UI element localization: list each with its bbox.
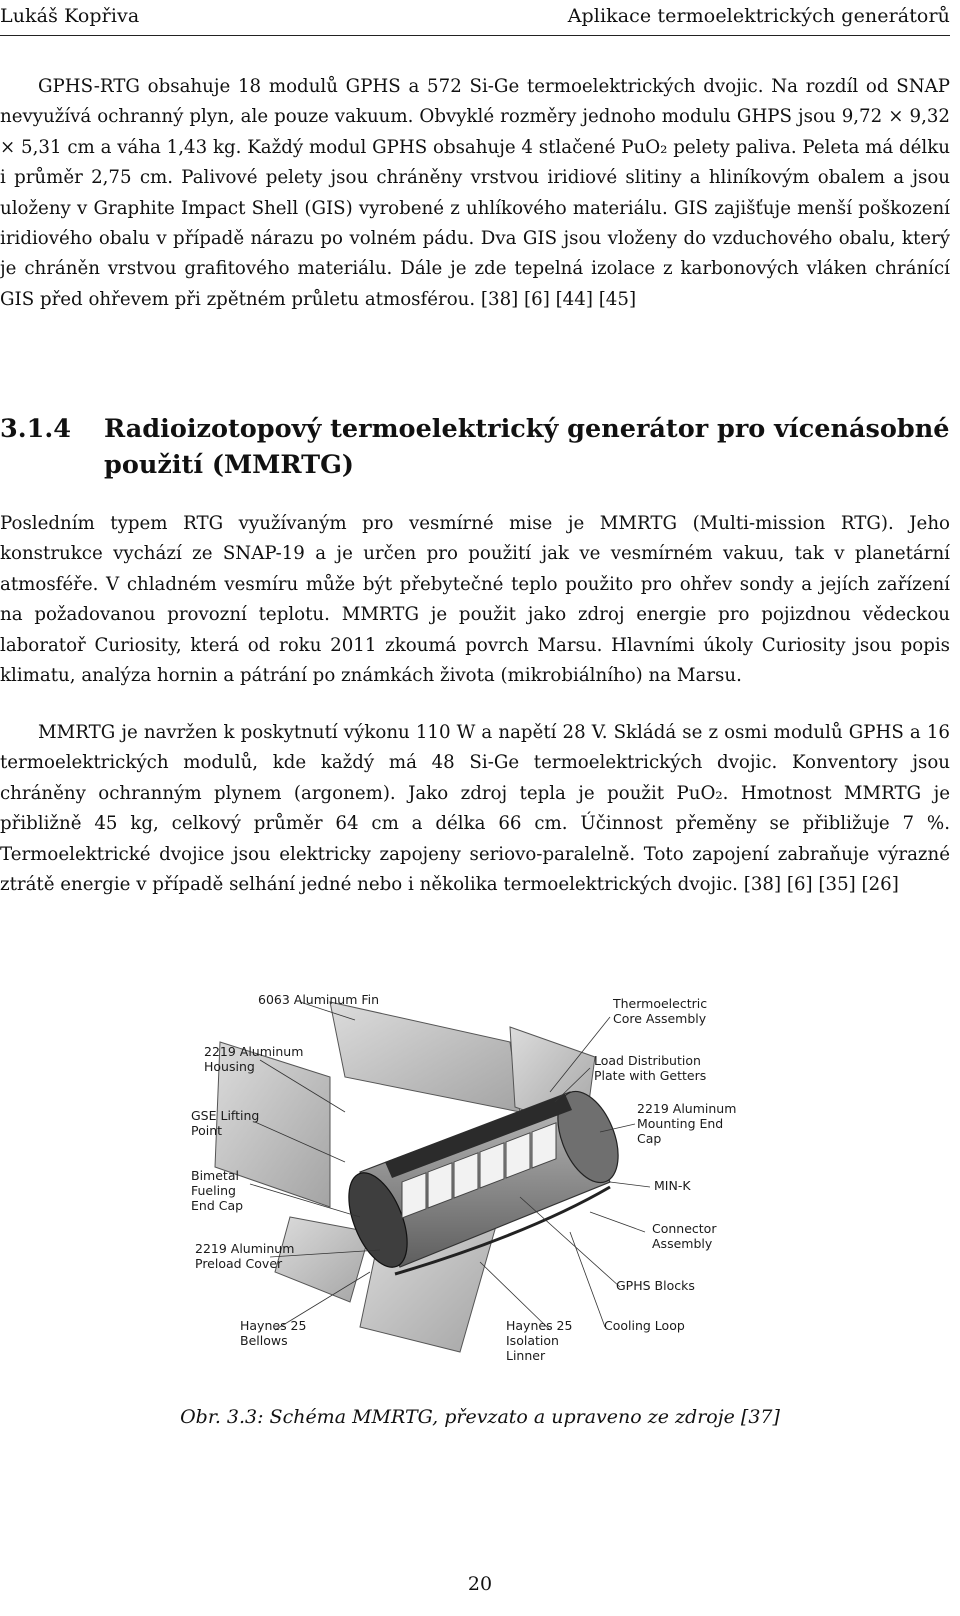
header-chapter-title: Aplikace termoelektrických generátorů — [567, 5, 950, 27]
label-bimetal-1: Bimetal — [191, 1168, 239, 1183]
header-rule — [0, 35, 950, 36]
label-cooling-loop: Cooling Loop — [604, 1318, 685, 1333]
label-haynes-bellows-2: Bellows — [240, 1333, 288, 1348]
label-preload-2: Preload Cover — [195, 1256, 283, 1271]
fin-top — [330, 1002, 520, 1112]
label-min-k: MIN-K — [654, 1178, 691, 1193]
label-aluminum-fin: 6063 Aluminum Fin — [258, 992, 380, 1007]
label-gse-lifting-1: GSE Lifting — [191, 1108, 260, 1123]
section-title: Radioizotopový termoelektrický generátor pro vícenásobné použití (MMRTG) — [104, 414, 950, 480]
paragraph-mmrtg-intro: Posledním typem RTG využívaným pro vesmírné mise je MMRTG (Multi-mission RTG). Jeho konstrukce vychází ze SNAP-19 a je určen pro použití jak ve vesmírném vakuu, tak v planetární atmosféře. V chladném vesmíru může být přebytečné teplo použito pro ohřev sondy a jejích zařízení na požadovanou provozní teplotu. MMRTG je použit jako zdroj energie pro pojizdnou vědeckou laboratoř Curiosity, která od roku 2011 zkoumá povrch Marsu. Hlavními úkoly Curiosity jsou popis klimatu, analýza hornin a pátrání po známkách života (mikrobiálního) na Marsu. — [0, 513, 950, 687]
label-gse-lifting-2: Point — [191, 1123, 223, 1138]
label-mounting-cap-1: 2219 Aluminum — [637, 1101, 737, 1116]
label-haynes-isolation-3: Linner — [506, 1348, 546, 1363]
label-preload-1: 2219 Aluminum — [195, 1241, 295, 1256]
figure-caption: Obr. 3.3: Schéma MMRTG, převzato a upraveno ze zdroje [37] — [180, 1406, 780, 1428]
label-mounting-cap-3: Cap — [637, 1131, 662, 1146]
section-number: 3.1.4 — [0, 414, 71, 444]
label-connector-1: Connector — [652, 1221, 717, 1236]
label-haynes-isolation-2: Isolation — [506, 1333, 559, 1348]
label-haynes-isolation-1: Haynes 25 — [506, 1318, 573, 1333]
label-connector-2: Assembly — [652, 1236, 713, 1251]
mmrtg-figure — [180, 982, 760, 1372]
label-thermoelectric-core-1: Thermoelectric — [613, 996, 708, 1011]
label-housing-1: 2219 Aluminum — [204, 1044, 304, 1059]
label-load-plate-1: Load Distribution — [594, 1053, 701, 1068]
label-gphs-blocks: GPHS Blocks — [616, 1278, 695, 1293]
paragraph-gphs-rtg: GPHS-RTG obsahuje 18 modulů GPHS a 572 Si-Ge termoelektrických dvojic. Na rozdíl od SNAP nevyužívá ochranný plyn, ale pouze vakuum. Obvyklé rozměry jednoho modulu GHPS jsou 9,72 × 9,32 × 5,31 cm a váha 1,43 kg. Každý modul GPHS obsahuje 4 stlačené PuO₂ pelety paliva. Peleta má délku i průměr 2,75 cm. Palivové pelety jsou chráněny vrstvou iridiové slitiny a hliníkovým obalem a jsou uloženy v Graphite Impact Shell (GIS) vyrobené z uhlíkového materiálu. GIS zajišťuje menší poškození iridiového obalu v případě nárazu po volném pádu. Dva GIS jsou vloženy do vzduchového obalu, který je chráněn vrstvou grafitového materiálu. Dále je zde tepelná izolace z karbonových vláken chránící GIS před ohřevem při zpětném průletu atmosférou. [38] [6] [44] [45] — [0, 76, 950, 310]
label-bimetal-2: Fueling — [191, 1183, 236, 1198]
running-header — [0, 4, 950, 34]
label-haynes-bellows-1: Haynes 25 — [240, 1318, 307, 1333]
label-load-plate-2: Plate with Getters — [594, 1068, 707, 1083]
mmrtg-schematic — [180, 982, 760, 1372]
header-author: Lukáš Kopřiva — [0, 5, 140, 27]
paragraph-mmrtg-specs: MMRTG je navržen k poskytnutí výkonu 110 W a napětí 28 V. Skládá se z osmi modulů GPHS a 16 termoelektrických modulů, kde každý má 48 Si-Ge termoelektrických dvojic. Konventory jsou chráněny ochranným plynem (argonem). Jako zdroj tepla je použit PuO₂. Hmotnost MMRTG je přibližně 45 kg, celkový průměr 64 cm a délka 66 cm. Účinnost přeměny se přibližuje 7 %. Termoelektrické dvojice jsou elektricky zapojeny seriovo-paralelně. Toto zapojení zabraňuje výrazné ztrátě energie v případě selhání jedné nebo i několika termoelektrických dvojic. [38] [6] [35] [26] — [0, 722, 950, 896]
label-mounting-cap-2: Mounting End — [637, 1116, 724, 1131]
label-thermoelectric-core-2: Core Assembly — [613, 1011, 707, 1026]
label-bimetal-3: End Cap — [191, 1198, 244, 1213]
page-number: 20 — [467, 1573, 493, 1595]
label-housing-2: Housing — [204, 1059, 255, 1074]
